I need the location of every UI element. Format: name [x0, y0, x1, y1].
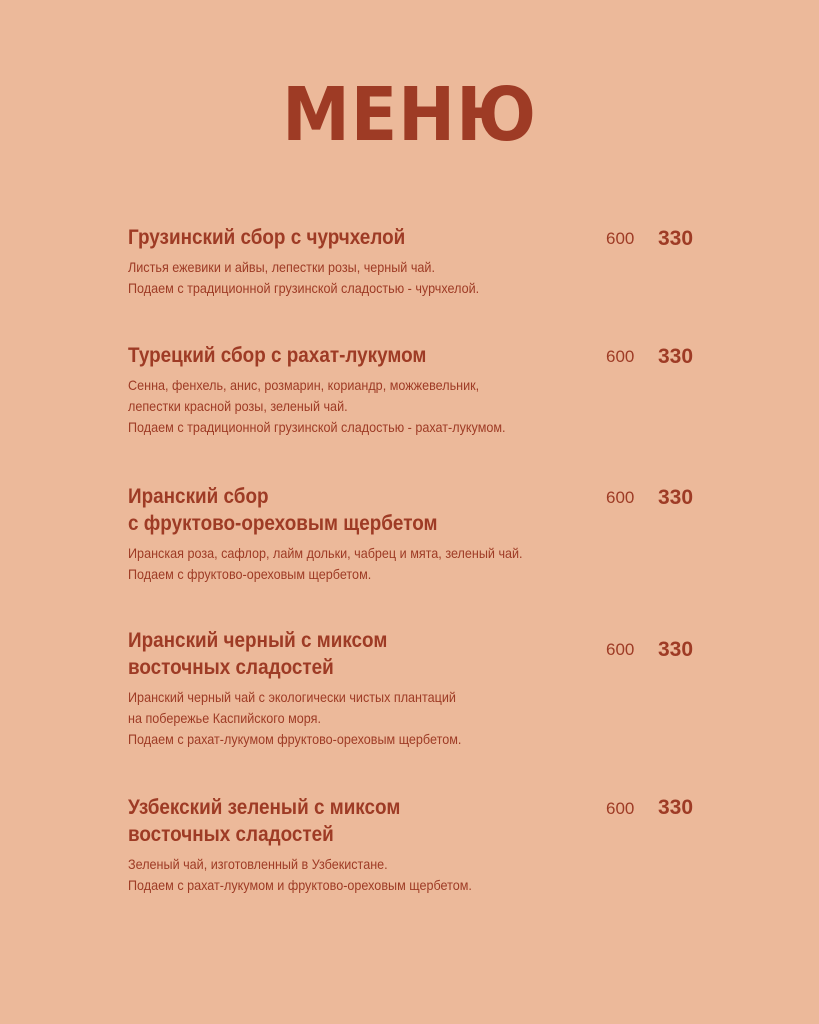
price-large: 330 — [658, 227, 694, 250]
menu-item-turkish — [128, 342, 708, 438]
menu-item-georgian — [128, 224, 708, 299]
item-name: Грузинский сбор с чурчхелой — [128, 226, 406, 249]
price-small: 600 — [606, 640, 635, 659]
page-title: МЕНЮ — [282, 72, 537, 158]
item-description: Зеленый чай, изготовленный в Узбекистане. Подаем с рахат-лукумом и фруктово-ореховым щербетом. — [128, 856, 472, 893]
item-description: Сенна, фенхель, анис, розмарин, кориандр, можжевельник, лепестки красной розы, зеленый чай. Подаем с традиционной грузинской сладостью - рахат-лукумом. — [128, 377, 506, 435]
item-name: Узбекский зеленый с миксом восточных сладостей — [128, 796, 401, 846]
item-description: Листья ежевики и айвы, лепестки розы, черный чай. Подаем с традиционной грузинской сладостью - чурчхелой. — [128, 259, 480, 296]
price-small: 600 — [606, 229, 635, 248]
item-description: Иранская роза, сафлор, лайм дольки, чабрец и мята, зеленый чай. Подаем с фруктово-ореховым щербетом. — [128, 545, 523, 582]
item-description: Иранский черный чай с экологически чистых плантаций на побережье Каспийского моря. Подаем с рахат-лукумом фруктово-ореховым щербетом. — [128, 689, 462, 747]
menu-item-iranian-sherbet — [128, 483, 708, 585]
menu-item-iranian-black — [128, 627, 708, 750]
item-name: Иранский сбор с фруктово-ореховым щербетом — [128, 485, 438, 535]
price-large: 330 — [658, 486, 694, 509]
price-large: 330 — [658, 345, 694, 368]
menu-item-uzbek-green — [128, 794, 708, 896]
price-large: 330 — [658, 796, 694, 819]
price-small: 600 — [606, 347, 635, 366]
item-name: Турецкий сбор с рахат-лукумом — [128, 344, 427, 367]
price-large: 330 — [658, 638, 694, 661]
price-small: 600 — [606, 799, 635, 818]
item-name: Иранский черный с миксом восточных сладостей — [128, 629, 388, 679]
price-small: 600 — [606, 488, 635, 507]
